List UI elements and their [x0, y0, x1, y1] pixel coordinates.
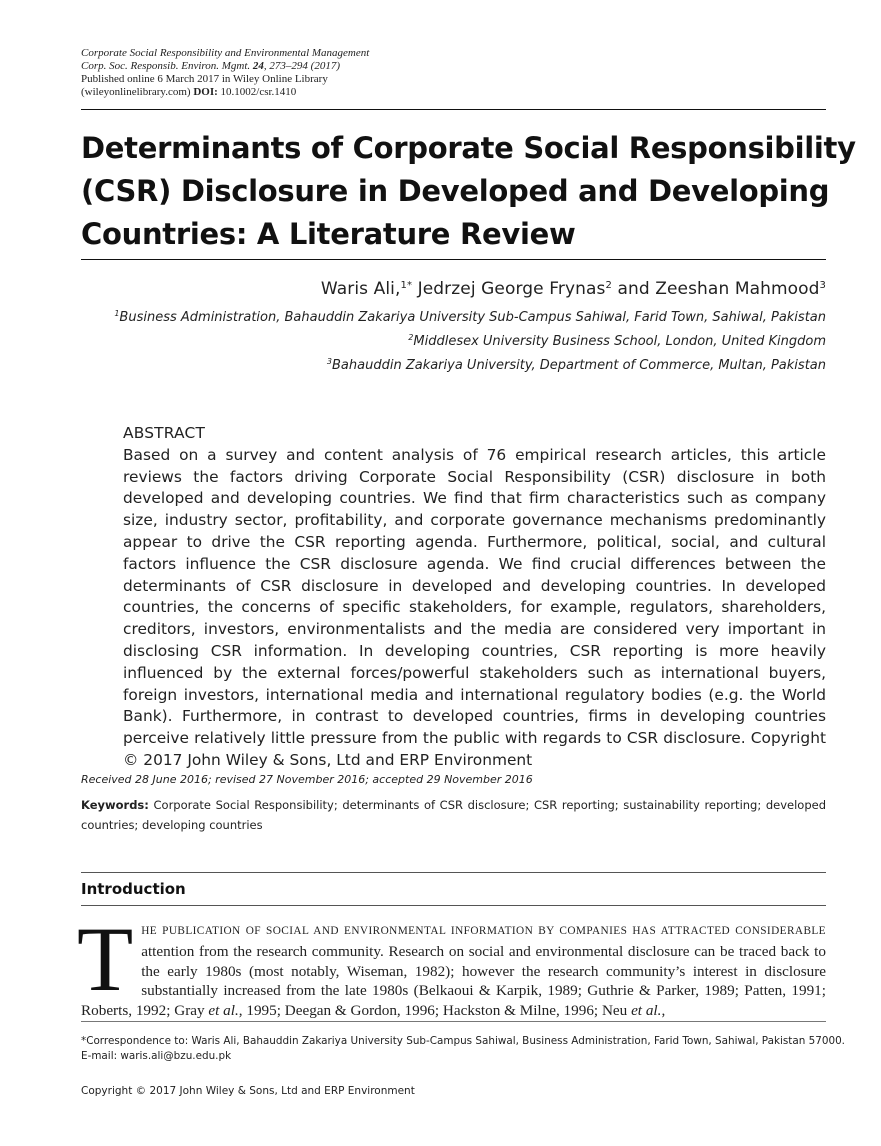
author-list: [321, 279, 826, 299]
intro-body: attention from the research community. Research on social and environmental disclosure can be traced back to the early 1980s (most notably, Wiseman, 1982); however the research community’s interest in disclosure substantially increased from the late 1980s (Belkaoui & Karpik, 1989; Guthrie & Parker, 1989; Patten, 1991; Roberts, 1992; Gray: [81, 942, 826, 1020]
section-rule-top: [81, 872, 826, 873]
abstract: [123, 423, 826, 772]
introduction-text: [77, 908, 826, 1021]
author-1-name: Waris Ali,: [320, 279, 401, 299]
footnote-rule: [81, 1021, 826, 1022]
footnote-line-1: *Correspondence to: Waris Ali, Bahauddin Zakariya University Sub-Campus Sahiwal, Business Administration, Farid Town, Sahiwal, Pakistan 57000.: [81, 1035, 845, 1047]
journal-volume: 24: [252, 60, 264, 72]
author-2-name: Jedrzej George Frynas: [412, 279, 606, 299]
affiliation-3-mark: 3: [326, 357, 332, 366]
affiliation-2: [408, 333, 826, 349]
affiliation-3: [327, 357, 826, 373]
intro-body-2: , 1995; Deegan & Gordon, 1996; Hackston & Milne, 1996; Neu: [238, 1002, 632, 1020]
author-1-mark: 1*: [400, 280, 413, 291]
title-line-2: (CSR) Disclosure in Developed and Developing: [81, 174, 830, 208]
citation-prefix: Corp. Soc. Responsib. Environ. Mgmt.: [81, 60, 253, 72]
abstract-body: Based on a survey and content analysis of 76 empirical research articles, this article reviews the factors driving Corporate Social Responsibility (CSR) disclosure in both developed and developing countries. We find that firm characteristics such as company size, industry sector, profitability, and corporate governance mechanisms predominantly appear to drive the CSR reporting agenda. Furthermore, political, social, and cultural factors influence the CSR disclosure agenda. We find crucial differences between the determinants of CSR disclosure in developed and developing countries. In developed countries, the concerns of specific stakeholders, for example, regulators, shareholders, creditors, investors, environmentalists and the media are considered very important in disclosing CSR information. In developing countries, CSR reporting is more heavily influenced by the external forces/powerful stakeholders such as international buyers, foreign investors, international media and international regulatory bodies (e.g. the World Bank). Furthermore, in contrast to developed countries, firms in developing countries perceive relatively little pressure from the public with regards to CSR disclosure. Copyright © 2017 John Wiley & Sons, Ltd and ERP Environment: [123, 445, 826, 769]
correspondence-footnote: [81, 1034, 845, 1064]
affiliation-1-mark: 1: [114, 309, 120, 318]
intro-first-words: HE PUBLICATION OF SOCIAL AND ENVIRONMENTAL INFORMATION BY COMPANIES HAS ATTRACTED CONSIDERABLE: [141, 925, 826, 937]
intro-etal-1: et al.: [208, 1002, 239, 1020]
header-rule: [81, 109, 826, 110]
journal-citation: [81, 60, 581, 73]
abstract-heading: ABSTRACT: [123, 424, 206, 442]
drop-cap: T: [77, 908, 134, 1010]
section-rule-bottom: [81, 905, 826, 906]
author-2-mark: 2: [605, 280, 612, 291]
author-3-mark: 3: [819, 280, 826, 291]
journal-info: [81, 47, 581, 99]
received-dates: Received 28 June 2016; revised 27 November 2016; accepted 29 November 2016: [81, 773, 533, 786]
doi-link[interactable]: 10.1002/csr.1410: [217, 86, 297, 98]
affiliation-1-text: Business Administration, Bahauddin Zakariya University Sub-Campus Sahiwal, Farid Town, Sahiwal, Pakistan: [119, 310, 826, 325]
keywords: [81, 795, 826, 835]
section-heading-introduction: Introduction: [81, 880, 186, 898]
doi-line: [81, 86, 581, 99]
journal-name: Corporate Social Responsibility and Environmental Management: [81, 47, 370, 59]
journal-pages: , 273–294 (2017): [263, 60, 340, 72]
title-line-3: Countries: A Literature Review: [81, 217, 576, 251]
title-line-1: Determinants of Corporate Social Responsibility: [81, 131, 856, 165]
intro-etal-2: et al.: [631, 1002, 662, 1020]
doi-label: DOI:: [193, 86, 218, 98]
affiliation-2-mark: 2: [408, 333, 414, 342]
title-rule: [81, 259, 826, 260]
affiliation-2-text: Middlesex University Business School, London, United Kingdom: [413, 334, 826, 349]
intro-body-3: ,: [661, 1002, 666, 1020]
author-3-name: and Zeeshan Mahmood: [611, 279, 820, 299]
copyright-notice: Copyright © 2017 John Wiley & Sons, Ltd and ERP Environment: [81, 1085, 415, 1097]
introduction-paragraph: [81, 920, 826, 1021]
library-link[interactable]: (wileyonlinelibrary.com): [81, 86, 194, 98]
published-line: Published online 6 March 2017 in Wiley Online Library: [81, 73, 328, 85]
footnote-email[interactable]: E-mail: waris.ali@bzu.edu.pk: [81, 1050, 232, 1062]
keywords-label: Keywords:: [81, 798, 149, 812]
article-title: [81, 127, 856, 256]
keywords-text: Corporate Social Responsibility; determinants of CSR disclosure; CSR reporting; sustainability reporting; developed countries; developing countries: [81, 798, 826, 832]
affiliation-3-text: Bahauddin Zakariya University, Department of Commerce, Multan, Pakistan: [332, 358, 826, 373]
affiliation-1: [114, 309, 826, 325]
